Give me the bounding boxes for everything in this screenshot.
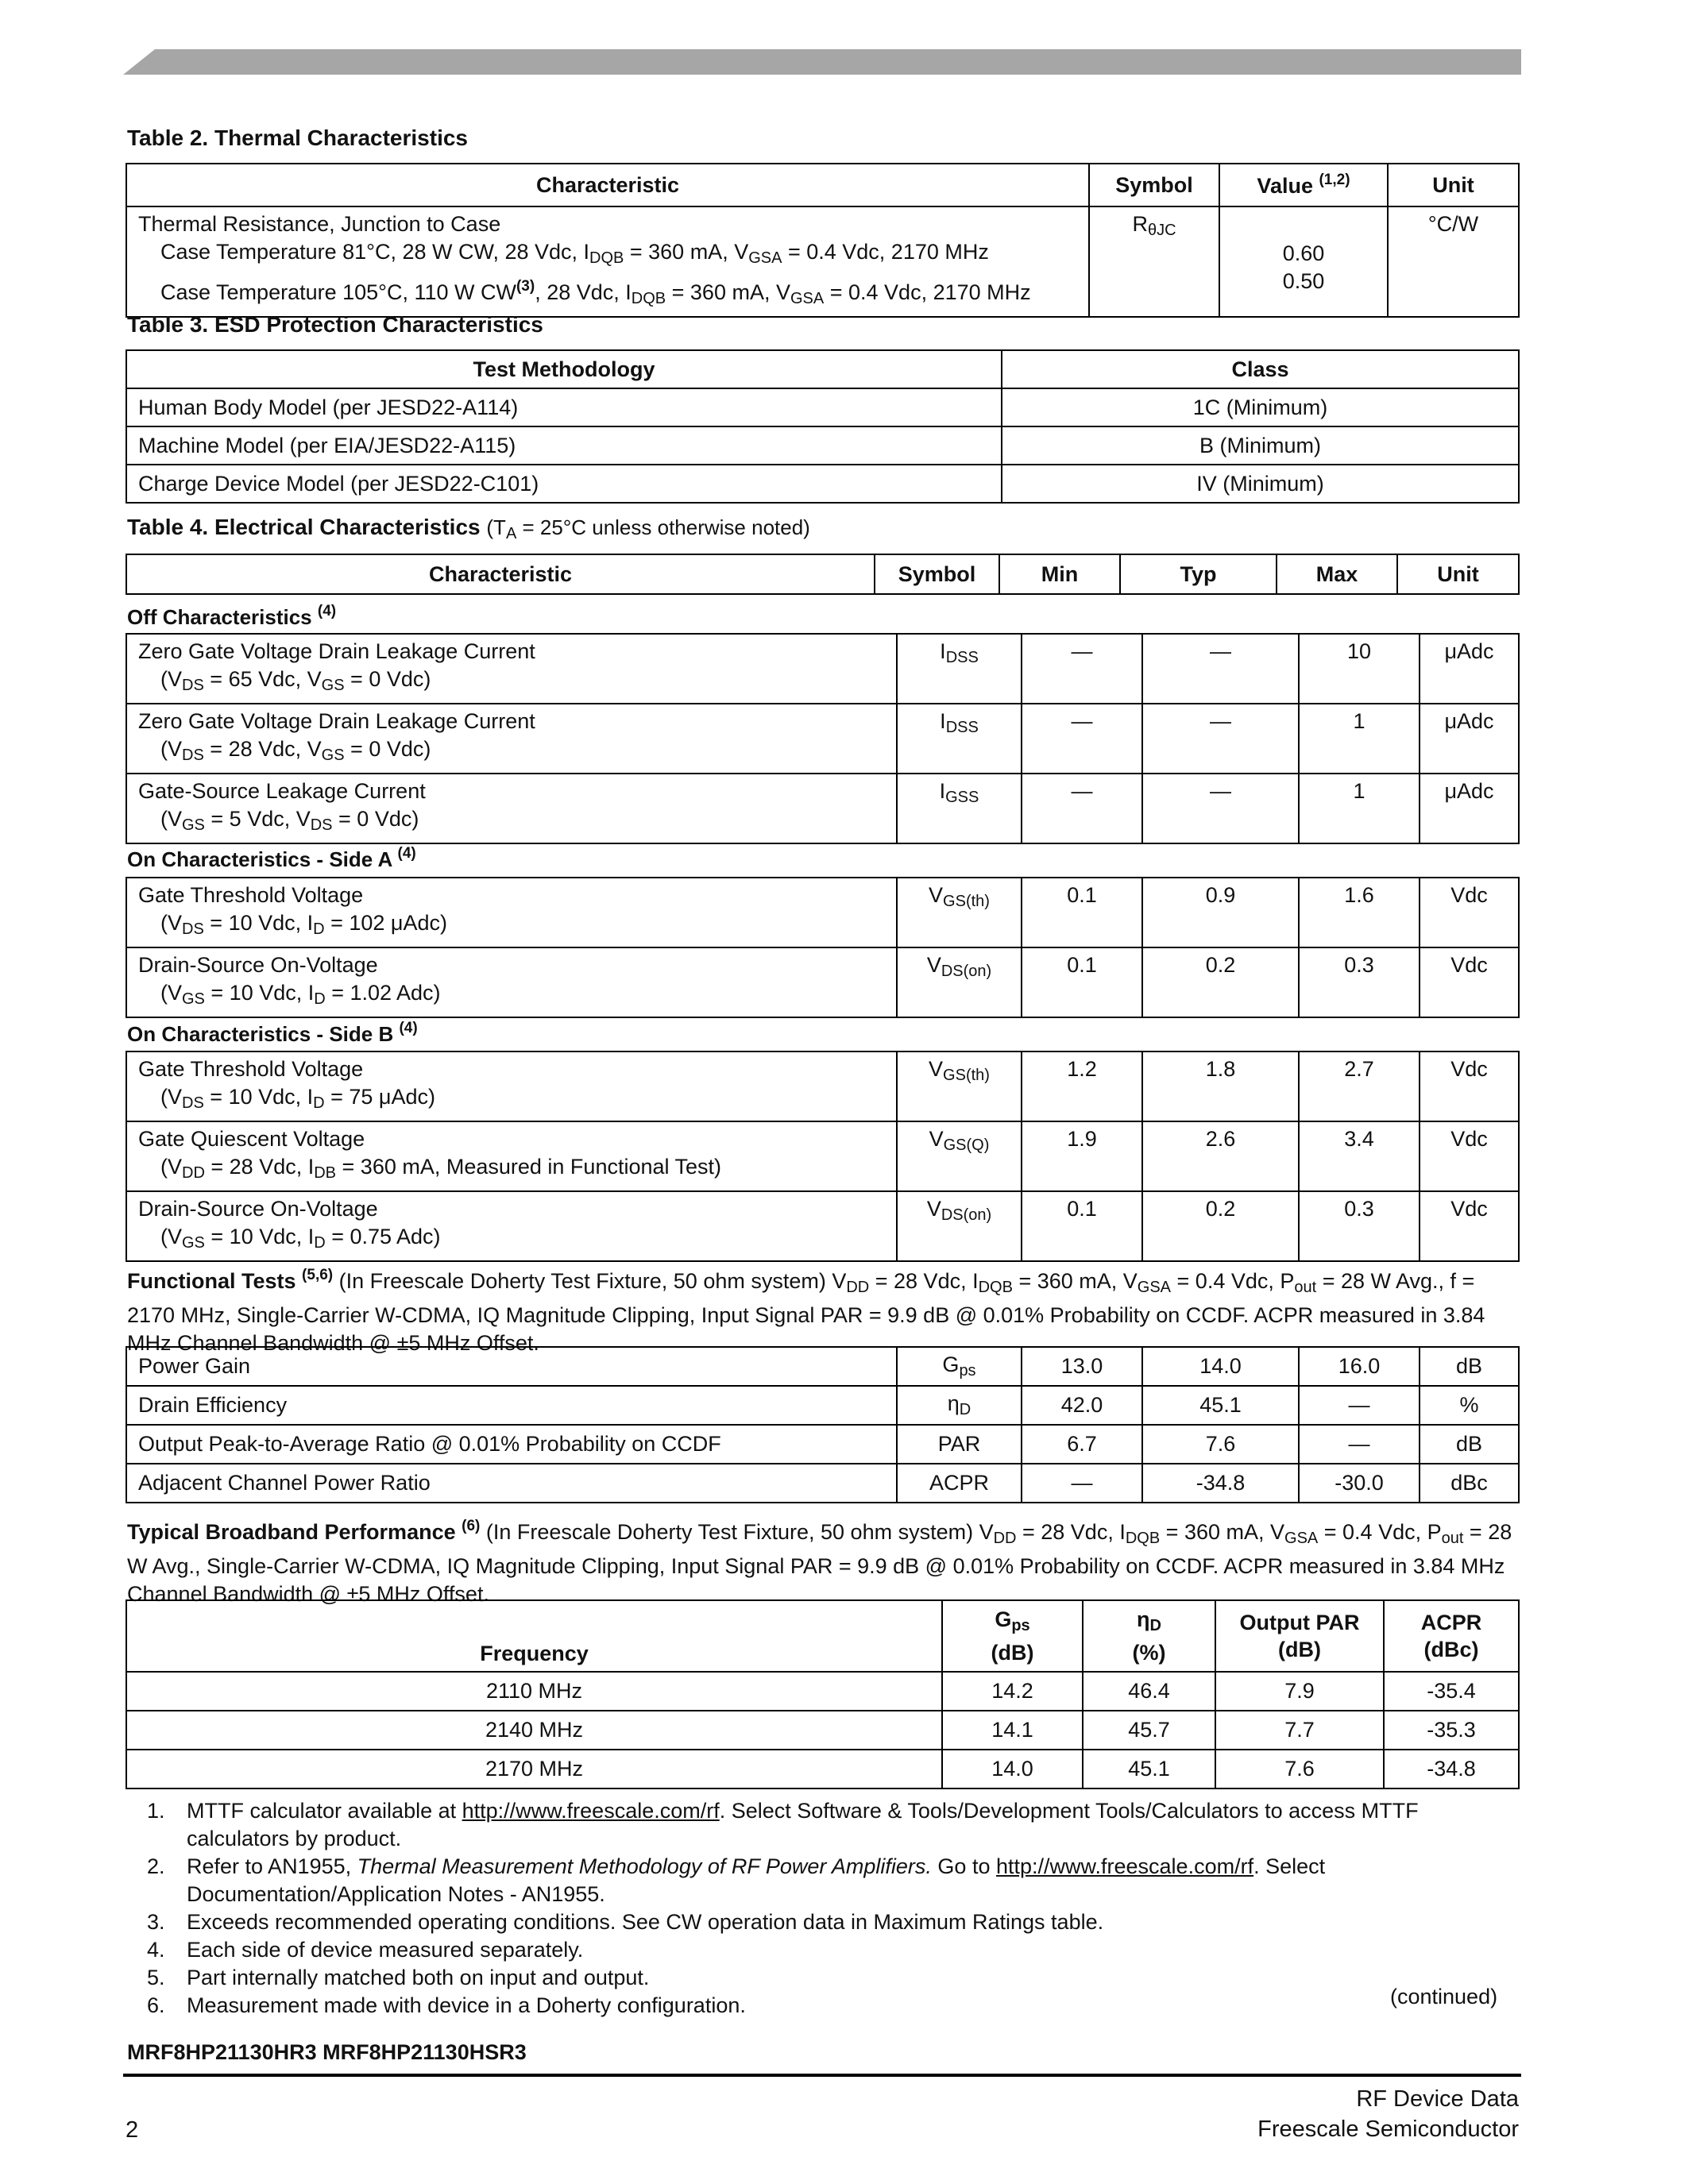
th-el-typ: Typ <box>1120 554 1277 594</box>
min-cell: — <box>1022 704 1142 774</box>
broadband-paragraph: Typical Broadband Performance $^{(6)}$ (In Freescale Doherty Test Fixture, 50 ohm system) $V_{DD} = 28$ Vdc, $I_{DQB} = 360$ mA, $V_{GSA} = 0.4$ Vdc, $P_{out} = 28$ W Avg., Single-Carrier W-CDMA, IQ Magnitude Clipping, Input Signal PAR = 9.9 dB @ 0.01% Probability on CCDF. ACPR measured in 3.84 MHz Channel Bandwidth @ ±5 MHz Offset. <box>127 1518 1512 1606</box>
th-eta: $\eta_D$ (%) <box>1083 1600 1215 1672</box>
func-max: — <box>1299 1425 1420 1464</box>
header-band <box>123 49 1521 75</box>
esd-table <box>126 349 1520 504</box>
func-symbol: ACPR <box>897 1464 1022 1503</box>
electrical-row <box>126 878 1519 947</box>
electrical-header-table <box>126 554 1520 595</box>
bb-acpr: -35.4 <box>1384 1672 1519 1711</box>
symbol-cell: $V_{DS(on)}$ <box>897 1191 1022 1261</box>
part-number: MRF8HP21130HR3 MRF8HP21130HSR3 <box>127 2040 527 2064</box>
unit-cell: μAdc <box>1420 774 1519 843</box>
on-b-table <box>126 1051 1520 1262</box>
unit-cell: Vdc <box>1420 947 1519 1017</box>
footnote: 6. Measurement made with device in a Doherty configuration. <box>147 1993 746 2017</box>
esd-method: Charge Device Model (per JESD22-C101) <box>126 465 1002 503</box>
electrical-row <box>126 1051 1519 1121</box>
bb-eta: 45.7 <box>1083 1711 1215 1750</box>
functional-tests-paragraph: Functional Tests $^{(5,6)}$ (In Freescale Doherty Test Fixture, 50 ohm system) $V_{DD} = 28$ Vdc, $I_{DQB} = 360$ mA, $V_{GSA} = 0.4$ Vdc, $P_{out} = 28$ W Avg., f = 2170 MHz, Single-Carrier W-CDMA, IQ Magnitude Clipping, Input Signal PAR = 9.9 dB @ 0.01% Probability on CCDF. ACPR measured in 3.84 MHz Channel Bandwidth @ ±5 MHz Offset. <box>127 1267 1485 1355</box>
min-cell: 0.1 <box>1022 878 1142 947</box>
footnote: 5. Part internally matched both on input and output. <box>147 1966 650 1989</box>
typ-cell: 0.2 <box>1142 947 1299 1017</box>
func-typ: 7.6 <box>1142 1425 1299 1464</box>
char-cell: Zero Gate Voltage Drain Leakage Current ($V_{DS} = 28$ Vdc, $V_{GS} = 0$ Vdc) <box>126 704 897 774</box>
bb-par: 7.7 <box>1215 1711 1384 1750</box>
max-cell: 3.4 <box>1299 1121 1420 1191</box>
func-name: Power Gain <box>126 1347 897 1386</box>
thermal-table <box>126 163 1520 318</box>
functional-row <box>126 1386 1519 1425</box>
electrical-row <box>126 774 1519 843</box>
min-cell: 1.9 <box>1022 1121 1142 1191</box>
func-name: Drain Efficiency <box>126 1386 897 1425</box>
esd-method: Machine Model (per EIA/JESD22-A115) <box>126 426 1002 465</box>
max-cell: 1 <box>1299 704 1420 774</box>
th-gps: $G_{ps}$ (dB) <box>942 1600 1083 1672</box>
func-name: Output Peak-to-Average Ratio @ 0.01% Probability on CCDF <box>126 1425 897 1464</box>
esd-class: B (Minimum) <box>1002 426 1519 465</box>
electrical-row <box>126 1121 1519 1191</box>
max-cell: 1 <box>1299 774 1420 843</box>
typ-cell: — <box>1142 774 1299 843</box>
footnote: 3. Exceeds recommended operating conditions. See CW operation data in Maximum Ratings table. <box>147 1910 1104 1934</box>
func-typ: 45.1 <box>1142 1386 1299 1425</box>
electrical-row <box>126 1191 1519 1261</box>
page-number: 2 <box>126 2117 139 2143</box>
th-el-max: Max <box>1277 554 1397 594</box>
typ-cell: 1.8 <box>1142 1051 1299 1121</box>
symbol-cell: $V_{DS(on)}$ <box>897 947 1022 1017</box>
func-min: 13.0 <box>1022 1347 1142 1386</box>
on-a-table <box>126 877 1520 1018</box>
func-min: 42.0 <box>1022 1386 1142 1425</box>
func-symbol: PAR <box>897 1425 1022 1464</box>
unit-cell: Vdc <box>1420 878 1519 947</box>
electrical-row <box>126 947 1519 1017</box>
off-characteristics-table <box>126 633 1520 844</box>
typ-cell: 0.9 <box>1142 878 1299 947</box>
unit-cell: Vdc <box>1420 1051 1519 1121</box>
min-cell: 1.2 <box>1022 1051 1142 1121</box>
off-characteristics-heading: Off Characteristics $^{(4)}$ <box>127 603 337 629</box>
typ-cell: — <box>1142 704 1299 774</box>
max-cell: 2.7 <box>1299 1051 1420 1121</box>
char-cell: Gate Threshold Voltage ($V_{DS} = 10$ Vdc, $I_D = 75$ μAdc) <box>126 1051 897 1121</box>
bb-acpr: -34.8 <box>1384 1750 1519 1788</box>
esd-method: Human Body Model (per JESD22-A114) <box>126 388 1002 426</box>
typ-cell: 2.6 <box>1142 1121 1299 1191</box>
char-cell: Gate-Source Leakage Current ($V_{GS} = 5$ Vdc, $V_{DS} = 0$ Vdc) <box>126 774 897 843</box>
th-test-methodology: Test Methodology <box>126 350 1002 388</box>
esd-row <box>126 426 1519 465</box>
th-el-unit: Unit <box>1397 554 1519 594</box>
func-unit: dB <box>1420 1347 1519 1386</box>
th-value: Value $^{(1,2)}$ <box>1219 164 1388 206</box>
functional-row <box>126 1425 1519 1464</box>
unit-cell: Vdc <box>1420 1191 1519 1261</box>
thermal-characteristic-cell: Thermal Resistance, Junction to Case Case Temperature 81°C, 28 W CW, 28 Vdc, $I_{DQB} = 360$ mA, $V_{GSA} = 0.4$ Vdc, 2170 MHz Case Temperature 105°C, 110 W CW$^{(3)}$, 28 Vdc, $I_{DQB} = 360$ mA, $V_{GSA} = 0.4$ Vdc, 2170 MHz <box>126 206 1089 317</box>
max-cell: 0.3 <box>1299 1191 1420 1261</box>
th-acpr: ACPR (dBc) <box>1384 1600 1519 1672</box>
footer-company <box>1257 2084 1519 2144</box>
unit-cell: μAdc <box>1420 704 1519 774</box>
func-unit: % <box>1420 1386 1519 1425</box>
footer-rule <box>123 2074 1521 2077</box>
bb-eta: 45.1 <box>1083 1750 1215 1788</box>
char-cell: Drain-Source On-Voltage ($V_{GS} = 10$ Vdc, $I_D = 1.02$ Adc) <box>126 947 897 1017</box>
char-cell: Gate Quiescent Voltage ($V_{DD} = 28$ Vdc, $I_{DB} = 360$ mA, Measured in Functional Test) <box>126 1121 897 1191</box>
bb-par: 7.9 <box>1215 1672 1384 1711</box>
func-max: -30.0 <box>1299 1464 1420 1503</box>
footnote: 4. Each side of device measured separately. <box>147 1938 584 1962</box>
on-b-heading: On Characteristics - Side B $^{(4)}$ <box>127 1020 418 1046</box>
func-unit: dB <box>1420 1425 1519 1464</box>
bb-eta: 46.4 <box>1083 1672 1215 1711</box>
symbol-cell: $I_{GSS}$ <box>897 774 1022 843</box>
th-frequency: Frequency <box>126 1600 942 1672</box>
func-typ: 14.0 <box>1142 1347 1299 1386</box>
bb-gps: 14.0 <box>942 1750 1083 1788</box>
broadband-row <box>126 1711 1519 1750</box>
th-characteristic: Characteristic <box>126 164 1089 206</box>
bb-frequency: 2140 MHz <box>126 1711 942 1750</box>
electrical-row <box>126 634 1519 704</box>
unit-cell: μAdc <box>1420 634 1519 704</box>
th-el-characteristic: Characteristic <box>126 554 875 594</box>
th-output-par: Output PAR (dB) <box>1215 1600 1384 1672</box>
symbol-cell: $I_{DSS}$ <box>897 704 1022 774</box>
func-min: 6.7 <box>1022 1425 1142 1464</box>
func-name: Adjacent Channel Power Ratio <box>126 1464 897 1503</box>
footnote: 1. MTTF calculator available at http://www.freescale.com/rf. Select Software & Tools/Development Tools/Calculators to access MTTF calculators by product. <box>147 1799 1419 1850</box>
on-a-heading: On Characteristics - Side A $^{(4)}$ <box>127 845 416 871</box>
min-cell: 0.1 <box>1022 947 1142 1017</box>
esd-row <box>126 388 1519 426</box>
bb-frequency: 2170 MHz <box>126 1750 942 1788</box>
max-cell: 10 <box>1299 634 1420 704</box>
symbol-cell: $V_{GS(th)}$ <box>897 1051 1022 1121</box>
unit-cell: Vdc <box>1420 1121 1519 1191</box>
table3-title: Table 3. ESD Protection Characteristics <box>127 312 543 337</box>
continued-label: (continued) <box>1390 1985 1498 2008</box>
char-cell: Drain-Source On-Voltage ($V_{GS} = 10$ Vdc, $I_D = 0.75$ Adc) <box>126 1191 897 1261</box>
max-cell: 0.3 <box>1299 947 1420 1017</box>
func-unit: dBc <box>1420 1464 1519 1503</box>
table4-title: Table 4. Electrical Characteristics ($T_A = 25^\circ C$ unless otherwise noted) <box>127 515 810 542</box>
th-el-min: Min <box>999 554 1120 594</box>
functional-row <box>126 1464 1519 1503</box>
table2-title: Table 2. Thermal Characteristics <box>127 125 468 150</box>
symbol-cell: $I_{DSS}$ <box>897 634 1022 704</box>
max-cell: 1.6 <box>1299 878 1420 947</box>
electrical-row <box>126 704 1519 774</box>
th-symbol: Symbol <box>1089 164 1219 206</box>
func-typ: -34.8 <box>1142 1464 1299 1503</box>
functional-row <box>126 1347 1519 1386</box>
broadband-row <box>126 1672 1519 1711</box>
footnote: 2. Refer to AN1955, Thermal Measurement Methodology of RF Power Amplifiers. Go to http://www.freescale.com/rf. Select Documentation/Application Notes - AN1955. <box>147 1854 1326 1906</box>
th-class: Class <box>1002 350 1519 388</box>
func-min: — <box>1022 1464 1142 1503</box>
thermal-values: 0.60 0.50 <box>1219 206 1388 317</box>
footer-line1: RF Device Data <box>1356 2086 1519 2112</box>
bb-gps: 14.1 <box>942 1711 1083 1750</box>
bb-frequency: 2110 MHz <box>126 1672 942 1711</box>
typ-cell: 0.2 <box>1142 1191 1299 1261</box>
esd-class: 1C (Minimum) <box>1002 388 1519 426</box>
char-cell: Zero Gate Voltage Drain Leakage Current ($V_{DS} = 65$ Vdc, $V_{GS} = 0$ Vdc) <box>126 634 897 704</box>
func-symbol: $G_{ps}$ <box>897 1347 1022 1386</box>
bb-gps: 14.2 <box>942 1672 1083 1711</box>
footer-line2: Freescale Semiconductor <box>1257 2116 1519 2142</box>
symbol-cell: $V_{GS(th)}$ <box>897 878 1022 947</box>
typ-cell: — <box>1142 634 1299 704</box>
esd-row <box>126 465 1519 503</box>
th-el-symbol: Symbol <box>875 554 999 594</box>
bb-par: 7.6 <box>1215 1750 1384 1788</box>
thermal-unit: °C/W <box>1388 206 1519 317</box>
broadband-row <box>126 1750 1519 1788</box>
min-cell: — <box>1022 634 1142 704</box>
func-max: — <box>1299 1386 1420 1425</box>
symbol-cell: $V_{GS(Q)}$ <box>897 1121 1022 1191</box>
th-unit: Unit <box>1388 164 1519 206</box>
thermal-symbol: $R_{\theta JC}$ <box>1089 206 1219 317</box>
min-cell: 0.1 <box>1022 1191 1142 1261</box>
esd-class: IV (Minimum) <box>1002 465 1519 503</box>
bb-acpr: -35.3 <box>1384 1711 1519 1750</box>
functional-tests-table <box>126 1346 1520 1503</box>
func-symbol: $\eta_D$ <box>897 1386 1022 1425</box>
func-max: 16.0 <box>1299 1347 1420 1386</box>
min-cell: — <box>1022 774 1142 843</box>
char-cell: Gate Threshold Voltage ($V_{DS} = 10$ Vdc, $I_D = 102$ μAdc) <box>126 878 897 947</box>
broadband-table <box>126 1599 1520 1789</box>
